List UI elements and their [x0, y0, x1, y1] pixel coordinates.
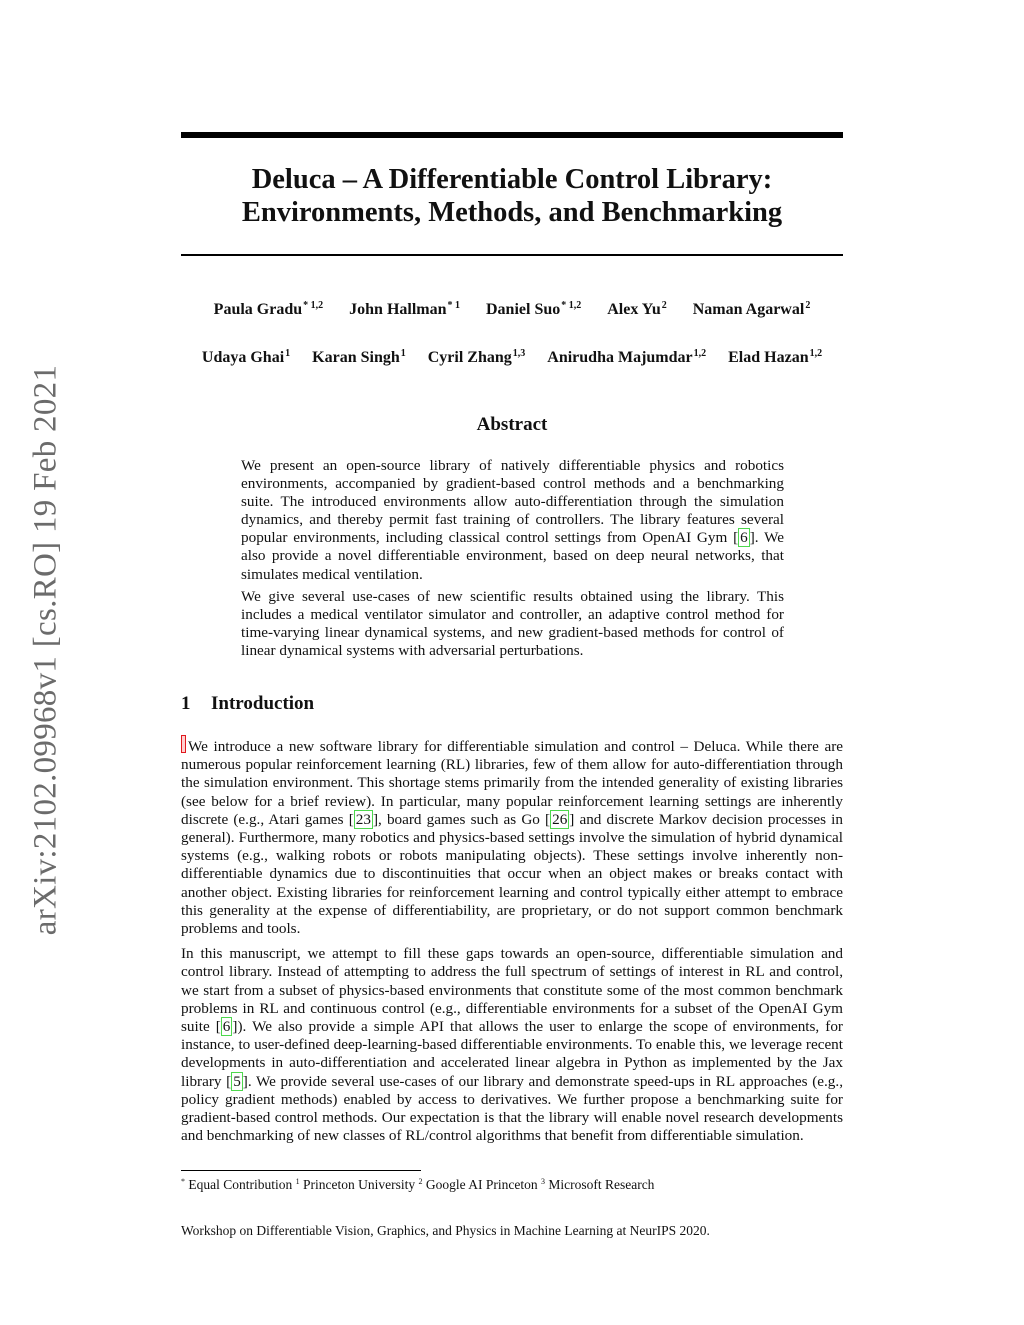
title-rule-bottom — [181, 254, 843, 256]
author: Elad Hazan$^{1,2}$ — [728, 348, 823, 366]
abstract-heading: Abstract — [476, 414, 548, 435]
venue-note: Workshop on Differentiable Vision, Graphics, and Physics in Machine Learning at NeurIPS 2020. — [181, 1223, 710, 1238]
author: Naman Agarwal$^2$ — [692, 300, 811, 318]
author: Karan Singh$^1$ — [312, 348, 406, 366]
abstract-body — [241, 457, 784, 664]
introduction-body — [181, 735, 843, 1152]
arxiv-stamp — [26, 355, 66, 945]
author: Alex Yu$^2$ — [607, 300, 667, 318]
abstract-paragraph-2: We give several use-cases of new scientific results obtained using the library. This includes a medical ventilator simulator and controller, an adaptive control method for time-varying linear dynamical systems, and new gradient-based methods for control of linear dynamical systems with adversarial perturbations. — [241, 587, 784, 659]
footnote-rule — [181, 1170, 421, 1171]
section-number: 1 — [181, 693, 191, 714]
paper-title — [181, 163, 843, 229]
footnote: * Equal Contribution $^1$ Princeton University $^2$ Google AI Princeton $^3$ Microsoft Research — [181, 1177, 655, 1192]
author-row-2 — [181, 348, 843, 367]
author: Cyril Zhang$^{1,3}$ — [427, 348, 526, 366]
arxiv-stamp-text: arXiv:2102.09968v1 [cs.RO] 19 Feb 2021 — [27, 364, 64, 936]
intro-paragraph-2: In this manuscript, we attempt to fill these gaps towards an open-source, differentiable simulation and control library. Instead of attempting to address the full spectrum of settings of interest in RL and control, we start from a subset of physics-based environments that constitute some of the most common benchmark problems in RL and continuous control (e.g., differentiable environments for a subset of the OpenAI Gym suite [ 6 ]). We also provide a simple API that allows the user to enlarge the scope of environments, for instance, to user-defined deep-learning-based differentiable environments. To enable this, we leverage recent developments in auto-differentiation and accelerated linear algebra in Python as implemented by the Jax library [ 5 ]. We provide several use-cases of our library and demonstrate speed-ups in RL approaches (e.g., policy gradient methods) enabled by access to derivatives. We further propose a benchmarking suite for gradient-based control methods. Our expectation is that the library will enable novel research developments and benchmarking of new classes of RL/control algorithms that benefit from differentiable simulation. — [181, 945, 843, 1145]
section-heading — [181, 693, 314, 715]
section-title: Introduction — [211, 693, 315, 714]
author: Udaya Ghai$^1$ — [201, 348, 291, 366]
author: Paula Gradu$^{* 1,2}$ — [213, 300, 324, 318]
citation-link[interactable]: 23 — [355, 810, 371, 828]
citation-link[interactable]: 5 — [233, 1072, 241, 1090]
citation-link[interactable]: 26 — [552, 810, 568, 828]
citation-link[interactable]: 6 — [740, 529, 748, 547]
author: Daniel Suo$^{* 1,2}$ — [486, 300, 582, 318]
title-rule-top — [181, 132, 843, 138]
title-line-1: Deluca – A Differentiable Control Library: — [251, 164, 773, 195]
citation-link[interactable]: 6 — [222, 1018, 231, 1036]
title-line-2: Environments, Methods, and Benchmarking — [241, 197, 783, 228]
abstract-paragraph-1: We present an open-source library of natively differentiable physics and robotics environments, accompanied by gradient-based control methods and a benchmarking suite. The introduced environments allow auto-differentiation through the simulation dynamics, and thereby permit fast training of controllers. The library features several popular environments, including classical control settings from OpenAI Gym [ 6 ]. We also provide a novel differentiable environment, based on deep neural networks, that simulates medical ventilation. — [241, 457, 784, 583]
author: Anirudha Majumdar$^{1,2}$ — [547, 348, 707, 366]
author-row-1 — [181, 300, 843, 319]
annotation-marker-icon — [181, 735, 186, 753]
author: John Hallman$^{* 1}$ — [349, 300, 460, 318]
intro-paragraph-1: We introduce a new software library for differentiable simulation and control – Deluca. While there are numerous popular reinforcement learning (RL) libraries, few of them allow for auto-differentiation through the simulation environment. This shortage stems primarily from the intended generality of existing libraries (see below for a brief review). In particular, many popular reinforcement learning settings are inherently discrete (e.g., Atari games [ 23 ], board games such as Go [ 26 ] and discrete Markov decision processes in general). Furthermore, many robotics and physics-based settings involve the simulation of hybrid dynamical systems (e.g., walking robots or robots manipulating objects). These settings involve inherently non-differentiable dynamics due to discontinuities that occur when an object makes or breaks contact with another object. Existing libraries for reinforcement learning and control typically either attempt to embrace this generality at the expense of differentiability, are proprietary, or do not support common benchmark problems and tools. — [181, 735, 843, 938]
